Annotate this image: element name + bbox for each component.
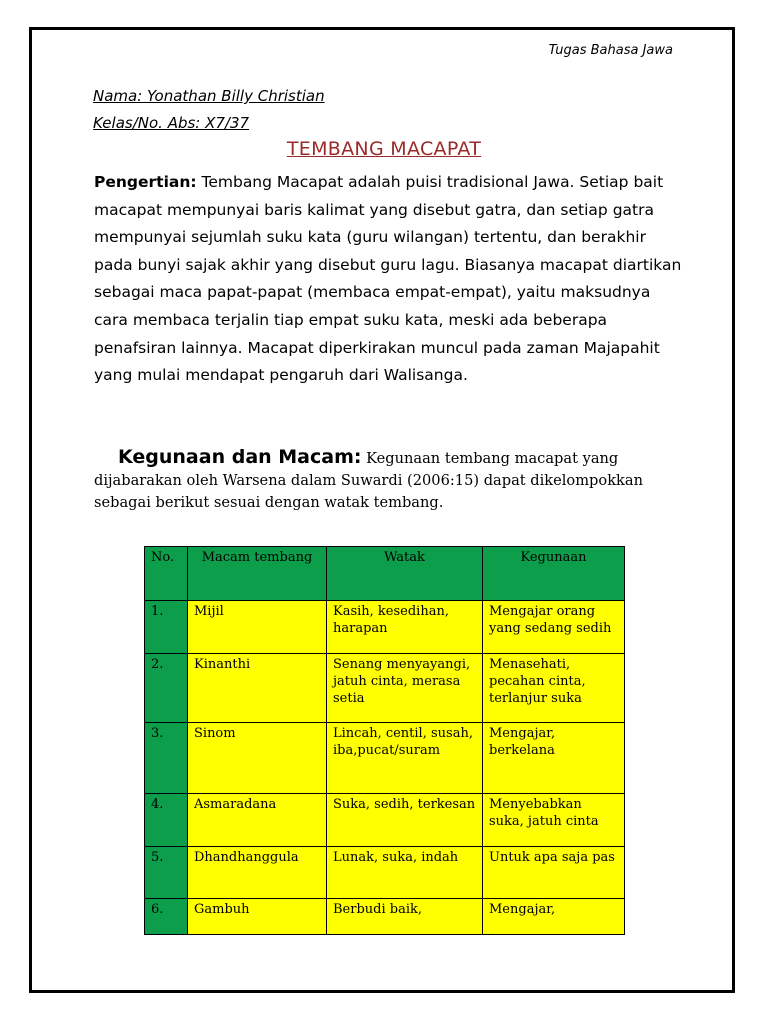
row-no: 6. [145, 899, 188, 935]
row-watak: Lincah, centil, susah, iba,pucat/suram [327, 723, 483, 794]
row-kegunaan: Mengajar, berkelana [483, 723, 625, 794]
row-no: 5. [145, 847, 188, 899]
row-watak: Senang menyayangi, jatuh cinta, merasa setia [327, 654, 483, 723]
uses-text: Kegunaan tembang macapat yang dijabarakan oleh Warsena dalam Suwardi (2006:15) dapat dikelompokkan sebagai berikut sesuai dengan watak tembang. [94, 450, 643, 511]
assignment-label: Tugas Bahasa Jawa [548, 43, 673, 58]
row-macam: Dhandhanggula [188, 847, 327, 899]
row-macam: Gambuh [188, 899, 327, 935]
row-no: 4. [145, 794, 188, 847]
row-kegunaan: Mengajar, [483, 899, 625, 935]
table-row [145, 794, 625, 847]
row-no: 3. [145, 723, 188, 794]
row-macam: Asmaradana [188, 794, 327, 847]
row-watak: Berbudi baik, [327, 899, 483, 935]
row-watak: Lunak, suka, indah [327, 847, 483, 899]
uses-label: Kegunaan dan Macam: [118, 446, 362, 468]
row-macam: Sinom [188, 723, 327, 794]
macapat-table [144, 546, 625, 935]
row-watak: Kasih, kesedihan, harapan [327, 601, 483, 654]
table-row [145, 654, 625, 723]
row-no: 1. [145, 601, 188, 654]
row-watak: Suka, sedih, terkesan [327, 794, 483, 847]
row-kegunaan: Menasehati, pecahan cinta, terlanjur suka [483, 654, 625, 723]
definition-text: Tembang Macapat adalah puisi tradisional Jawa. Setiap bait macapat mempunyai baris kalimat yang disebut gatra, dan setiap gatra mempunyai sejumlah suku kata (guru wilangan) tertentu, dan berakhir pada bunyi sajak akhir yang disebut guru lagu. Biasanya macapat diartikan sebagai maca papat-papat (membaca empat-empat), yaitu maksudnya cara membaca terjalin tiap empat suku kata, meski ada beberapa penafsiran lainnya. Macapat diperkirakan muncul pada zaman Majapahit yang mulai mendapat pengaruh dari Walisanga. [94, 173, 682, 385]
table-row [145, 723, 625, 794]
uses-paragraph [94, 446, 684, 514]
row-kegunaan: Untuk apa saja pas [483, 847, 625, 899]
student-class: Kelas/No. Abs: X7/37 [93, 114, 250, 132]
table-header-row [145, 547, 625, 601]
row-macam: Kinanthi [188, 654, 327, 723]
row-kegunaan: Menyebabkan suka, jatuh cinta [483, 794, 625, 847]
table-row [145, 899, 625, 935]
header-macam: Macam tembang [188, 547, 327, 601]
table-row [145, 847, 625, 899]
row-no: 2. [145, 654, 188, 723]
header-kegunaan: Kegunaan [483, 547, 625, 601]
student-name: Nama: Yonathan Billy Christian [93, 87, 325, 105]
row-macam: Mijil [188, 601, 327, 654]
row-kegunaan: Mengajar orang yang sedang sedih [483, 601, 625, 654]
definition-label: Pengertian: [94, 173, 197, 191]
definition-paragraph [94, 169, 684, 390]
document-title: TEMBANG MACAPAT [286, 138, 482, 160]
table-row [145, 601, 625, 654]
header-watak: Watak [327, 547, 483, 601]
header-no: No. [145, 547, 188, 601]
